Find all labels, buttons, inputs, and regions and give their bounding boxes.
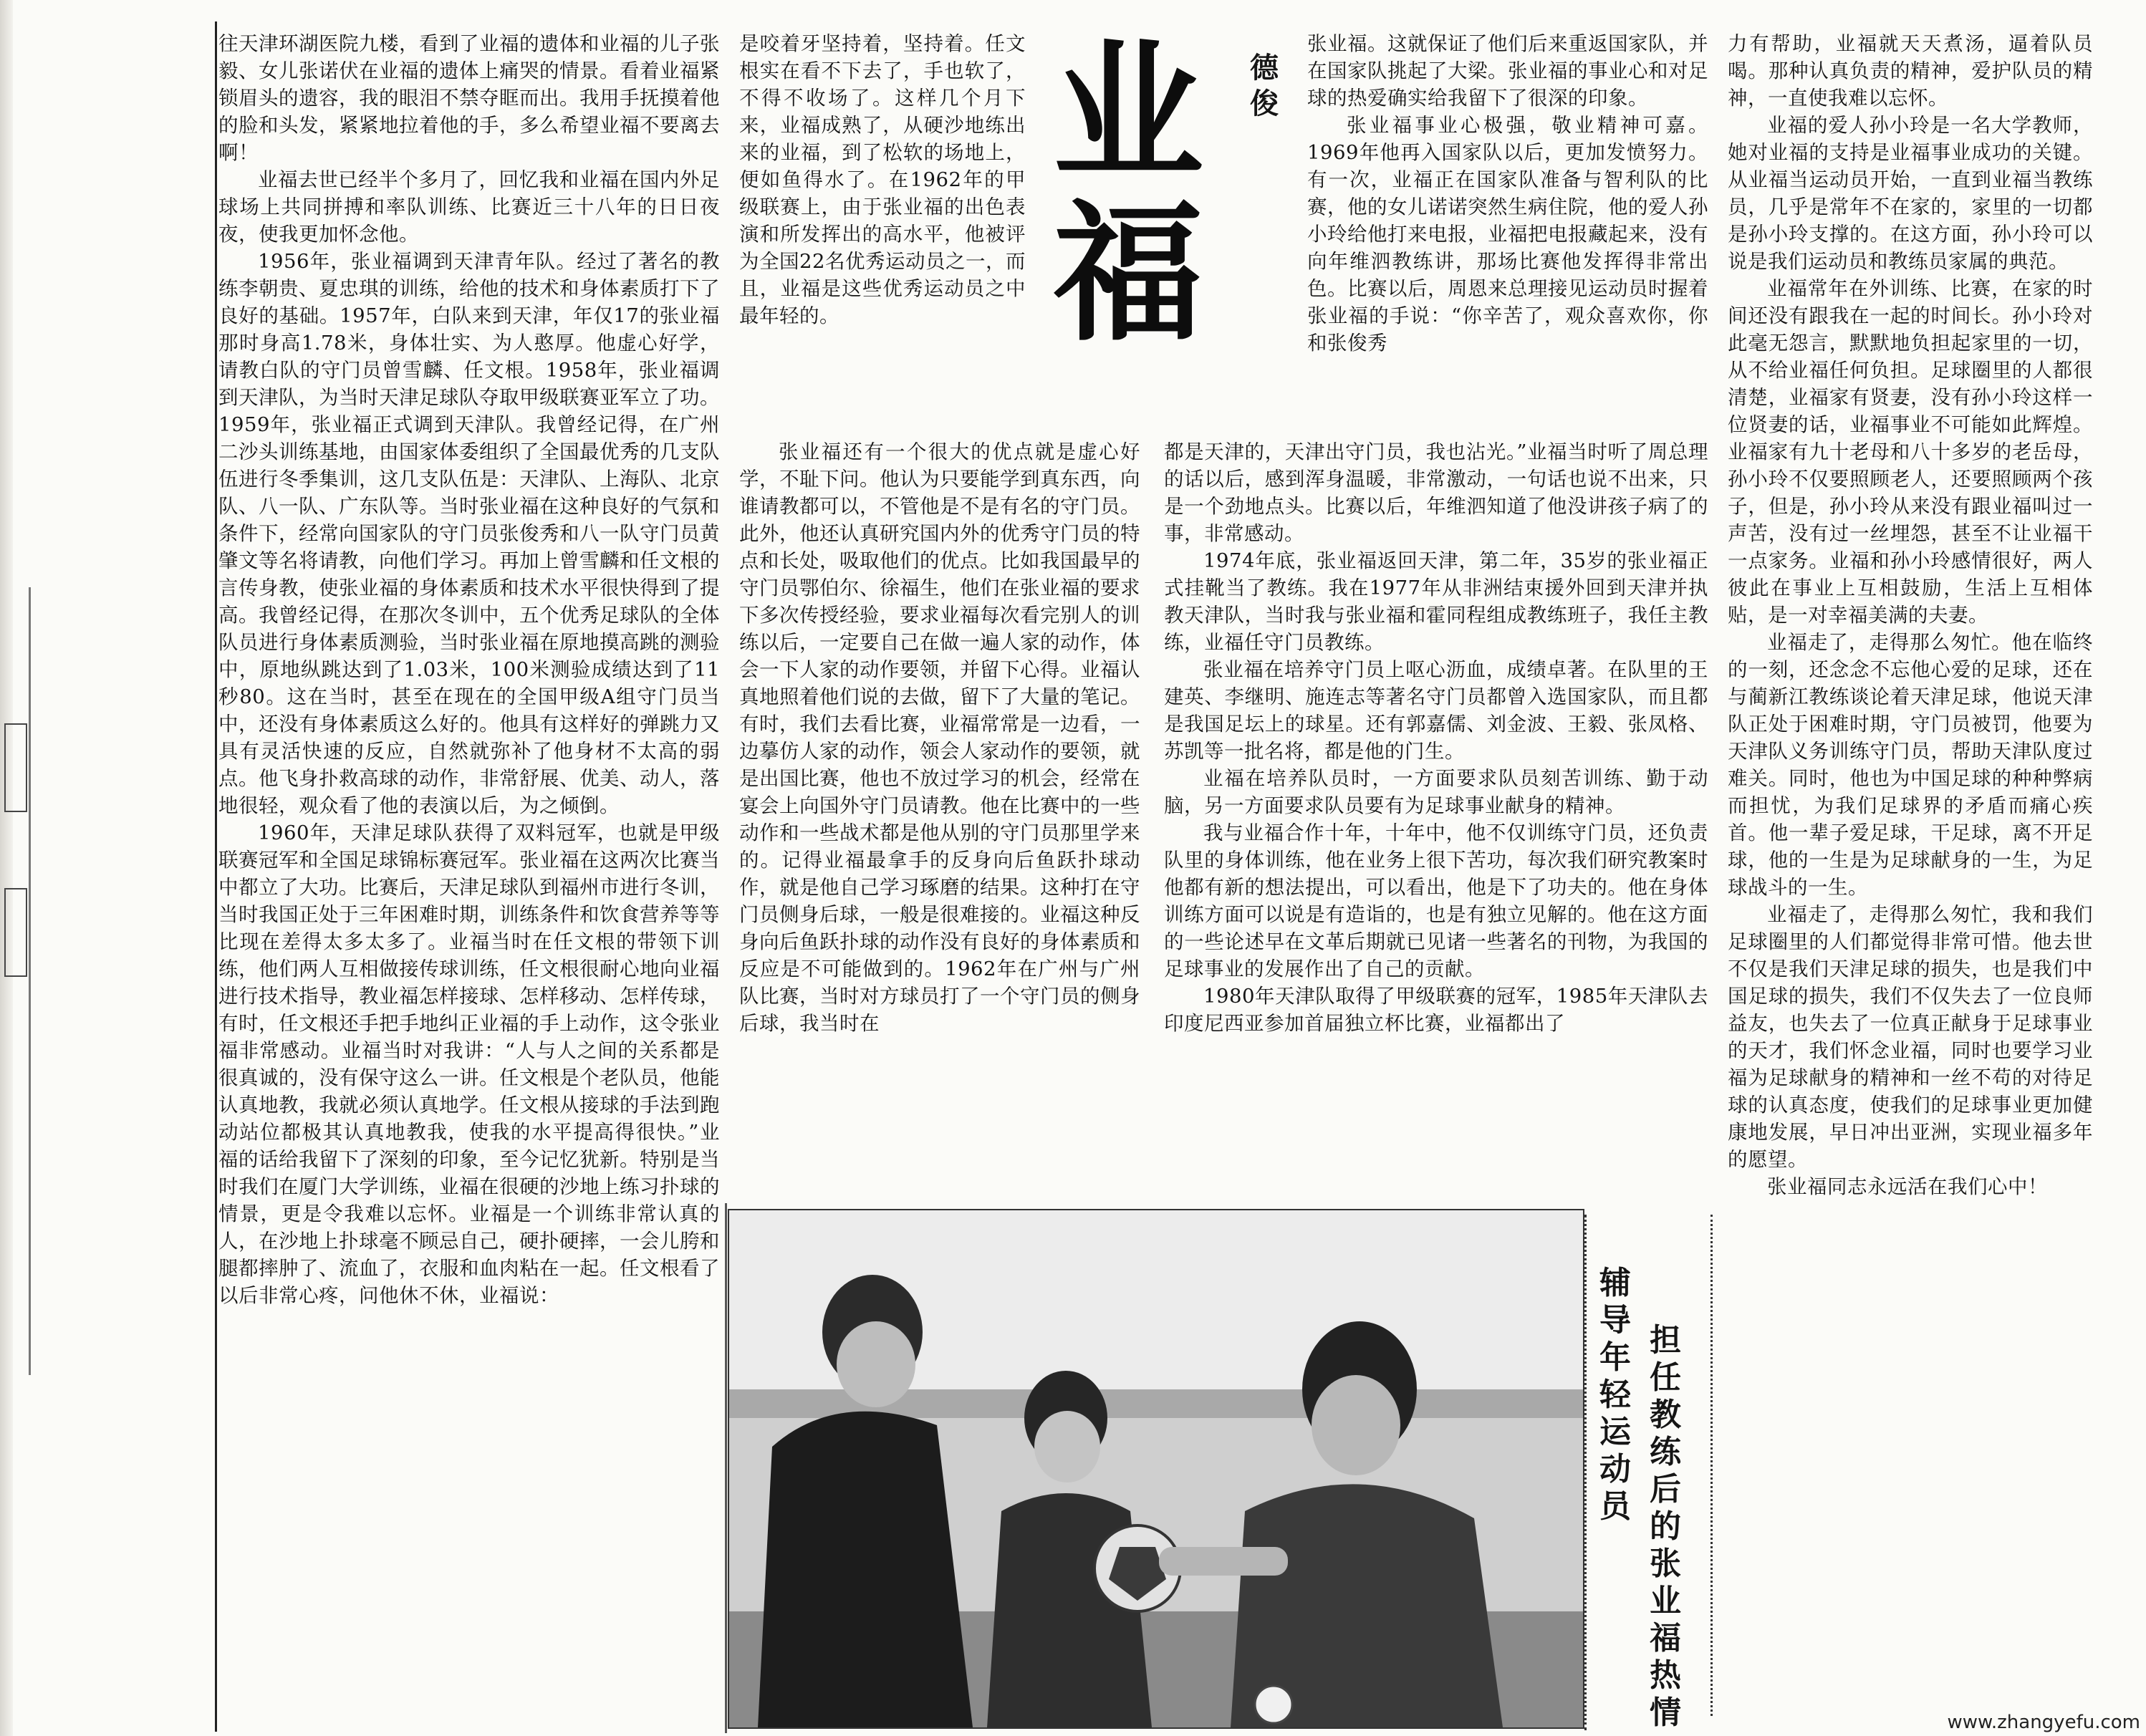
paragraph: 业福去世已经半个多月了，回忆我和业福在国内外足球场上共同拼搏和率队训练、比赛近三十八年的日日夜夜，使我更加怀念他。 [218,168,720,246]
paragraph: 业福在培养队员时，一方面要求队员刻苦训练、勤于动脑，另一方面要求队员要有为足球事业献身的精神。 [1164,767,1708,817]
paragraph: 张业福同志永远活在我们心中！ [1767,1175,2048,1198]
paragraph: 往天津环湖医院九楼，看到了业福的遗体和业福的儿子张毅、女儿张诺伏在业福的遗体上痛哭的情景。看着业福紧锁眉头的遗容，我的眼泪不禁夺眶而出。我用手抚摸着他的脸和头发，紧紧地拉着他的手，多么希望业福不要离去啊！ [218,32,720,164]
watermark: www.zhangyefu.com [1947,1712,2140,1733]
column-rule-left [215,21,217,1732]
paragraph: 1974年底，张业福返回天津，第二年，35岁的张业福正式挂靴当了教练。我在1977年从非洲结束援外回到天津并执教天津队，当时我与张业福和霍同程组成教练班子，我任主教练，业福任守门员教练。 [1164,549,1708,654]
binding-marks [0,587,31,1375]
caption-line-2 [1647,1322,1684,1732]
caption-char: 教 [1650,1397,1681,1433]
caption-char: 担 [1650,1322,1681,1359]
caption-char: 张 [1650,1545,1681,1582]
author-char: 俊 [1250,87,1279,120]
article-column-2-top [739,30,1026,438]
paragraph: 我与业福合作十年，十年中，他不仅训练守门员，还负责队里的身体训练，他在业务上很下苦功，每次我们研究教案时他都有新的想法提出，可以看出，他是下了功夫的。他在身体训练方面可以说是有造诣的，也是有独立见解的。他在这方面的一些论述早在文革后期就已见诸一些著名的刊物，为我国的足球事业的发展作出了自己的贡献。 [1164,821,1708,980]
author-byline [1246,50,1282,122]
article-column-3 [1164,438,1708,1208]
caption-char: 辅 [1599,1265,1631,1301]
caption-char: 运 [1599,1414,1631,1450]
author-char: 德 [1250,51,1279,85]
photo-illustration [729,1210,1583,1727]
headline [1042,25,1214,362]
caption-char: 后 [1650,1471,1681,1508]
paragraph: 业福走了，走得那么匆忙。他在临终的一刻，还念念不忘他心爱的足球，还在与蔺新江教练谈论着天津足球，他说天津队正处于困难时期，守门员被罚，他要为天津队义务训练守门员，帮助天津队度过难关。同时，他也为中国足球的种种弊病而担忧，为我们足球界的矛盾而痛心疾首。他一辈子爱足球，干足球，离不开足球，他的一生是为足球献身的一生，为足球战斗的一生。 [1728,631,2093,899]
caption-char: 练 [1650,1434,1681,1470]
headline-char: 福 [1052,186,1203,362]
caption-char: 员 [1599,1488,1631,1525]
paragraph: 张业福还有一个很大的优点就是虚心好学，不耻下问。他认为只要能学到真东西，向谁请教都可以，不管他是不是有名的守门员。此外，他还认真研究国内外的优秀守门员的特点和长处，吸取他们的优点。比如我国最早的守门员鄂伯尔、徐福生，他们在张业福的要求下多次传授经验，要求业福每次看完别人的训练以后，一定要自己在做一遍人家的动作，体会一下人家的动作要领，并留下心得。业福认真地照着他们说的去做，留下了大量的笔记。有时，我们去看比赛，业福常常是一边看，一边摹仿人家的动作，领会人家动作的要领，就是出国比赛，他也不放过学习的机会，经常在宴会上向国外守门员请教。他在比赛中的一些动作和一些战术都是他从别的守门员那里学来的。记得业福最拿手的反身向后鱼跃扑球动作，就是他自己学习琢磨的结果。这种打在守门员侧身后球，一般是很难接的。业福这种反身向后鱼跃扑球的动作没有良好的身体素质和反应是不可能做到的。1962年在广州与广州队比赛，当时对方球员打了一个守门员的侧身后球，我当时在 [739,440,1140,1035]
caption-char: 情 [1650,1694,1681,1731]
paragraph: 是咬着牙坚持着，坚持着。任文根实在看不下去了，手也软了，不得不收场了。这样几个月下来，业福成熟了，从硬沙地练出来的业福，到了松软的场地上，便如鱼得水了。在1962年的甲级联赛上，由于张业福的出色表演和所发挥出的高水平，他被评为全国22名优秀运动员之一，而且，业福是这些优秀运动员之中最年轻的。 [739,32,1026,327]
caption-char: 热 [1650,1657,1681,1694]
caption-line-1 [1597,1265,1634,1525]
paragraph: 1960年，天津足球队获得了双料冠军，也就是甲级联赛冠军和全国足球锦标赛冠军。张业福在这两次比赛当中都立了大功。比赛后，天津足球队到福州市进行冬训，当时我国正处于三年困难时期，训练条件和饮食营养等等比现在差得太多太多了。业福当时在任文根的带领下训练，他们两人互相做接传球训练，任文根很耐心地向业福进行技术指导，教业福怎样接球、怎样移动、怎样传球，有时，任文根还手把手地纠正业福的手上动作，这令张业福非常感动。业福当时对我讲：“人与人之间的关系都是很真诚的，没有保守这么一讲。任文根是个老队员，他能认真地教，我就必须认真地学。任文根从接球的手法到跑动站位都极其认真地教我，使我的水平提高得很快。”业福的话给我留下了深刻的印象，至今记忆犹新。特别是当时我们在厦门大学训练，业福在很硬的沙地上练习扑球的情景，更是令我难以忘怀。业福是一个训练非常认真的人，在沙地上扑球毫不顾忌自己，硬扑硬摔，一会儿胯和腿都摔肿了、流血了，衣服和血肉粘在一起。任文根看了以后非常心疼，问他休不休，业福说： [218,821,720,1307]
caption-char: 导 [1599,1302,1631,1339]
paragraph: 张业福。这就保证了他们后来重返国家队，并在国家队挑起了大梁。张业福的事业心和对足球的热爱确实给我留下了很深的印象。 [1307,32,1708,110]
paragraph: 1956年，张业福调到天津青年队。经过了著名的教练李朝贵、夏忠琪的训练，给他的技术和身体素质打下了良好的基础。1957年，白队来到天津，年仅17的张业福那时身高1.78米，身体壮实、为人憨厚。他虚心好学，请教白队的守门员曾雪麟、任文根。1958年，张业福调到天津队，为当时天津足球队夺取甲级联赛亚军立了功。1959年，张业福正式调到天津队。我曾经记得，在广州二沙头训练基地，由国家体委组织了全国最优秀的几支队伍进行冬季集训，这几支队伍是：天津队、上海队、北京队、八一队、广东队等。当时张业福在这种良好的气氛和条件下，经常向国家队的守门员张俊秀和八一队守门员黄肇文等名将请教，向他们学习。再加上曾雪麟和任文根的言传身教，使张业福的身体素质和技术水平很快得到了提高。我曾经记得，在那次冬训中，五个优秀足球队的全体队员进行身体素质测验，当时张业福在原地摸高跳的测验中，原地纵跳达到了1.03米，100米测验成绩达到了11秒80。这在当时，甚至在现在的全国甲级A组守门员当中，还没有身体素质这么好的。他具有这样好的弹跳力又具有灵活快速的反应，自然就弥补了他身材不太高的弱点。他飞身扑救高球的动作，非常舒展、优美、动人，落地很轻，观众看了他的表演以后，为之倾倒。 [218,250,720,817]
paragraph: 业福常年在外训练、比赛，在家的时间还没有跟我在一起的时间长。孙小玲对此毫无怨言，默默地负担起家里的一切，从不给业福任何负担。足球圈里的人都很清楚，业福家有贤妻，没有孙小玲这样一位贤妻的话，业福事业不可能如此辉煌。业福家有九十老母和八十多岁的老岳母，孙小玲不仅要照顾老人，还要照顾两个孩子，但是，孙小玲从来没有跟业福叫过一声苦，没有过一丝埋怨，甚至不让业福干一点家务。业福和孙小玲感情很好，两人彼此在事业上互相鼓励，生活上互相体贴，是一对幸福美满的夫妻。 [1728,277,2093,627]
paragraph: 张业福在培养守门员上呕心沥血，成绩卓著。在队里的王建英、李继明、施连志等著名守门员都曾入选国家队，而且都是我国足坛上的球星。还有郭嘉儒、刘金波、王毅、张凤格、苏凯等一批名将，都是他的门生。 [1164,658,1708,763]
article-column-3-top [1307,30,1708,438]
caption-char: 的 [1650,1508,1681,1545]
article-column-1 [218,30,720,1724]
caption-char: 年 [1599,1339,1631,1376]
caption-char: 任 [1650,1359,1681,1396]
paragraph: 业福的爱人孙小玲是一名大学教师，她对业福的支持是业福事业成功的关键。从业福当运动员开始，一直到业福当教练员，几乎是常年不在家的，家里的一切都是孙小玲支撑的。在这方面，孙小玲可以说是我们运动员和教练员家属的典范。 [1728,114,2093,273]
caption-char: 业 [1650,1583,1681,1619]
paragraph: 业福走了，走得那么匆忙，我和我们足球圈里的人们都觉得非常可惜。他去世不仅是我们天津足球的损失，也是我们中国足球的损失，我们不仅失去了一位良师益友，也失去了一位真正献身于足球事业的天才，我们怀念业福，同时也要学习业福为足球献身的精神和一丝不苟的对待足球的认真态度，使我们的足球事业更加健康地发展，早日冲出亚洲，实现业福多年的愿望。 [1728,903,2093,1171]
training-photo [728,1209,1584,1729]
caption-char: 轻 [1599,1376,1631,1413]
photo-rule [725,1203,727,1733]
headline-char: 业 [1052,25,1203,201]
paragraph: 张业福事业心极强，敬业精神可嘉。1969年他再入国家队以后，更加发愤努力。有一次，业福正在国家队准备与智利队的比赛，他的女儿诺诺突然生病住院，他的爱人孙小玲给他打来电报，业福把电报藏起来，没有向年维泗教练讲，那场比赛他发挥得非常出色。比赛以后，周恩来总理接见运动员时握着张业福的手说：“你辛苦了，观众喜欢你，你和张俊秀 [1307,114,1708,355]
photo-caption [1584,1215,1707,1730]
article-column-2 [739,438,1140,1208]
caption-char: 动 [1599,1451,1631,1487]
caption-border [1710,1215,1718,1716]
paragraph: 力有帮助，业福就天天煮汤，逼着队员喝。那种认真负责的精神，爱护队员的精神，一直使我难以忘怀。 [1728,32,2093,110]
paragraph: 1980年天津队取得了甲级联赛的冠军，1985年天津队去印度尼西亚参加首届独立杯比赛，业福都出了 [1164,985,1708,1035]
caption-char: 福 [1650,1620,1681,1657]
article-column-4 [1728,30,2093,1720]
paragraph: 都是天津的，天津出守门员，我也沾光。”业福当时听了周总理的话以后，感到浑身温暖，非常激动，一句话也说不出来，只是一个劲地点头。比赛以后，年维泗知道了他没讲孩子病了的事，非常感动。 [1164,440,1708,545]
